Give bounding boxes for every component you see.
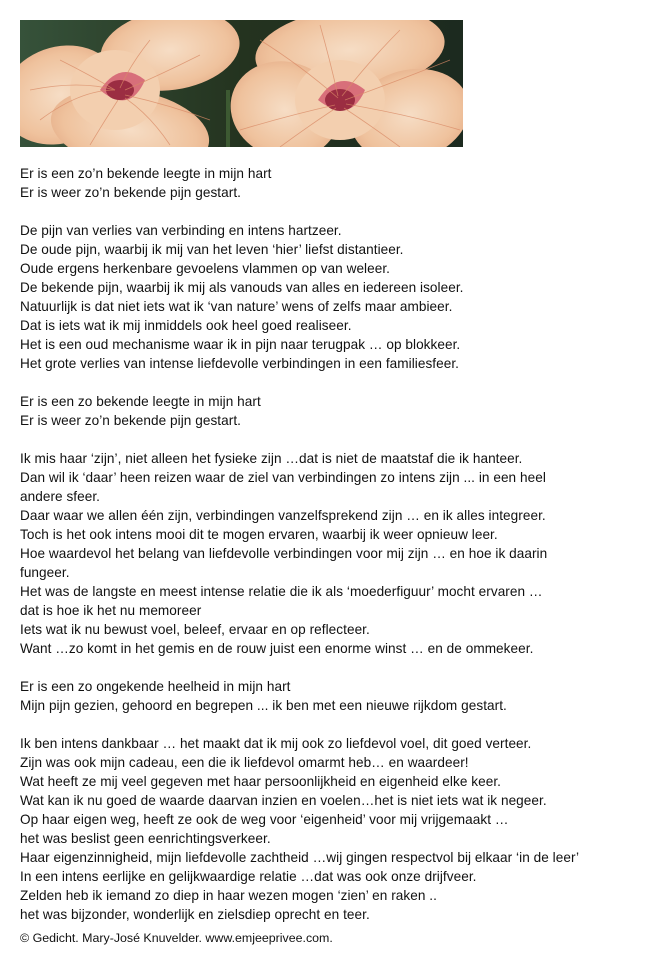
orchid-stem	[226, 90, 230, 147]
poem-line: Wat heeft ze mij veel gegeven met haar persoonlijkheid en eigenheid elke keer.	[20, 774, 501, 789]
poem-line: Dat is iets wat ik mij inmiddels ook heel goed realiseer.	[20, 318, 352, 333]
poem-line: Dan wil ik ‘daar’ heen reizen waar de ziel van verbindingen zo intens zijn ... in een heel	[20, 470, 546, 485]
orchid-illustration	[20, 20, 463, 147]
poem-line: het was bijzonder, wonderlijk en zielsdiep oprecht en teer.	[20, 907, 370, 922]
poem-stanza-3	[20, 392, 632, 430]
poem-stanza-6	[20, 734, 632, 924]
poem-line: Er is weer zo’n bekende pijn gestart.	[20, 413, 241, 428]
poem-line: Er is weer zo’n bekende pijn gestart.	[20, 185, 241, 200]
poem-line: Zijn was ook mijn cadeau, een die ik liefdevol omarmt heb… en waardeer!	[20, 755, 469, 770]
poem-line: Het grote verlies van intense liefdevolle verbindingen in een familiesfeer.	[20, 356, 460, 371]
poem-stanza-1	[20, 164, 632, 202]
poem-line: dat is hoe ik het nu memoreer	[20, 603, 202, 618]
poem-line: Oude ergens herkenbare gevoelens vlammen op van weleer.	[20, 261, 391, 276]
poem-line: Wat kan ik nu goed de waarde daarvan inzien en voelen…het is niet iets wat ik negeer.	[20, 793, 547, 808]
poem-line: Haar eigenzinnigheid, mijn liefdevolle zachtheid …wij gingen respectvol bij elkaar ‘in de leer’	[20, 850, 580, 865]
poem-line: Het is een oud mechanisme waar ik in pijn naar terugpak … op blokkeer.	[20, 337, 461, 352]
poem-line: Ik ben intens dankbaar … het maakt dat ik mij ook zo liefdevol voel, dit goed verteer.	[20, 736, 532, 751]
poem-line: De pijn van verlies van verbinding en intens hartzeer.	[20, 223, 342, 238]
poem-line: Hoe waardevol het belang van liefdevolle verbindingen voor mij zijn … en hoe ik daarin	[20, 546, 548, 561]
poem-line: Er is een zo bekende leegte in mijn hart	[20, 394, 261, 409]
poem-line: Zelden heb ik iemand zo diep in haar wezen mogen ‘zien’ en raken ..	[20, 888, 437, 903]
orchid-banner-image	[20, 20, 463, 147]
poem-line: fungeer.	[20, 565, 70, 580]
poem	[20, 164, 632, 924]
poem-line: Toch is het ook intens mooi dit te mogen ervaren, waarbij ik weer opnieuw leer.	[20, 527, 498, 542]
poem-line: Op haar eigen weg, heeft ze ook de weg voor ‘eigenheid’ voor mij vrijgemaakt …	[20, 812, 509, 827]
poem-line: andere sfeer.	[20, 489, 101, 504]
poem-line: het was beslist geen eenrichtingsverkeer.	[20, 831, 271, 846]
poem-line: De bekende pijn, waarbij ik mij als vanouds van alles en iedereen isoleer.	[20, 280, 464, 295]
poem-line: Daar waar we allen één zijn, verbindingen vanzelfsprekend zijn … en ik alles integreer.	[20, 508, 546, 523]
poem-line: Natuurlijk is dat niet iets wat ik ‘van nature’ wens of zelfs maar ambieer.	[20, 299, 453, 314]
poem-stanza-4	[20, 449, 632, 658]
poem-line: De oude pijn, waarbij ik mij van het leven ‘hier’ liefst distantieer.	[20, 242, 404, 257]
copyright-footer: © Gedicht. Mary-José Knuvelder. www.emjeeprivee.com.	[20, 931, 333, 945]
poem-line: Er is een zo ongekende heelheid in mijn hart	[20, 679, 291, 694]
poem-line: Ik mis haar ‘zijn’, niet alleen het fysieke zijn …dat is niet de maatstaf die ik hanteer.	[20, 451, 523, 466]
poem-stanza-2	[20, 221, 632, 373]
poem-line: Mijn pijn gezien, gehoord en begrepen ... ik ben met een nieuwe rijkdom gestart.	[20, 698, 507, 713]
poem-stanza-5	[20, 677, 632, 715]
poem-line: Want …zo komt in het gemis en de rouw juist een enorme winst … en de ommekeer.	[20, 641, 534, 656]
poem-line: Er is een zo’n bekende leegte in mijn hart	[20, 166, 272, 181]
poem-line: Iets wat ik nu bewust voel, beleef, ervaar en op reflecteer.	[20, 622, 370, 637]
poem-line: Het was de langste en meest intense relatie die ik als ‘moederfiguur’ mocht ervaren …	[20, 584, 543, 599]
poem-line: In een intens eerlijke en gelijkwaardige relatie …dat was ook onze drijfveer.	[20, 869, 477, 884]
